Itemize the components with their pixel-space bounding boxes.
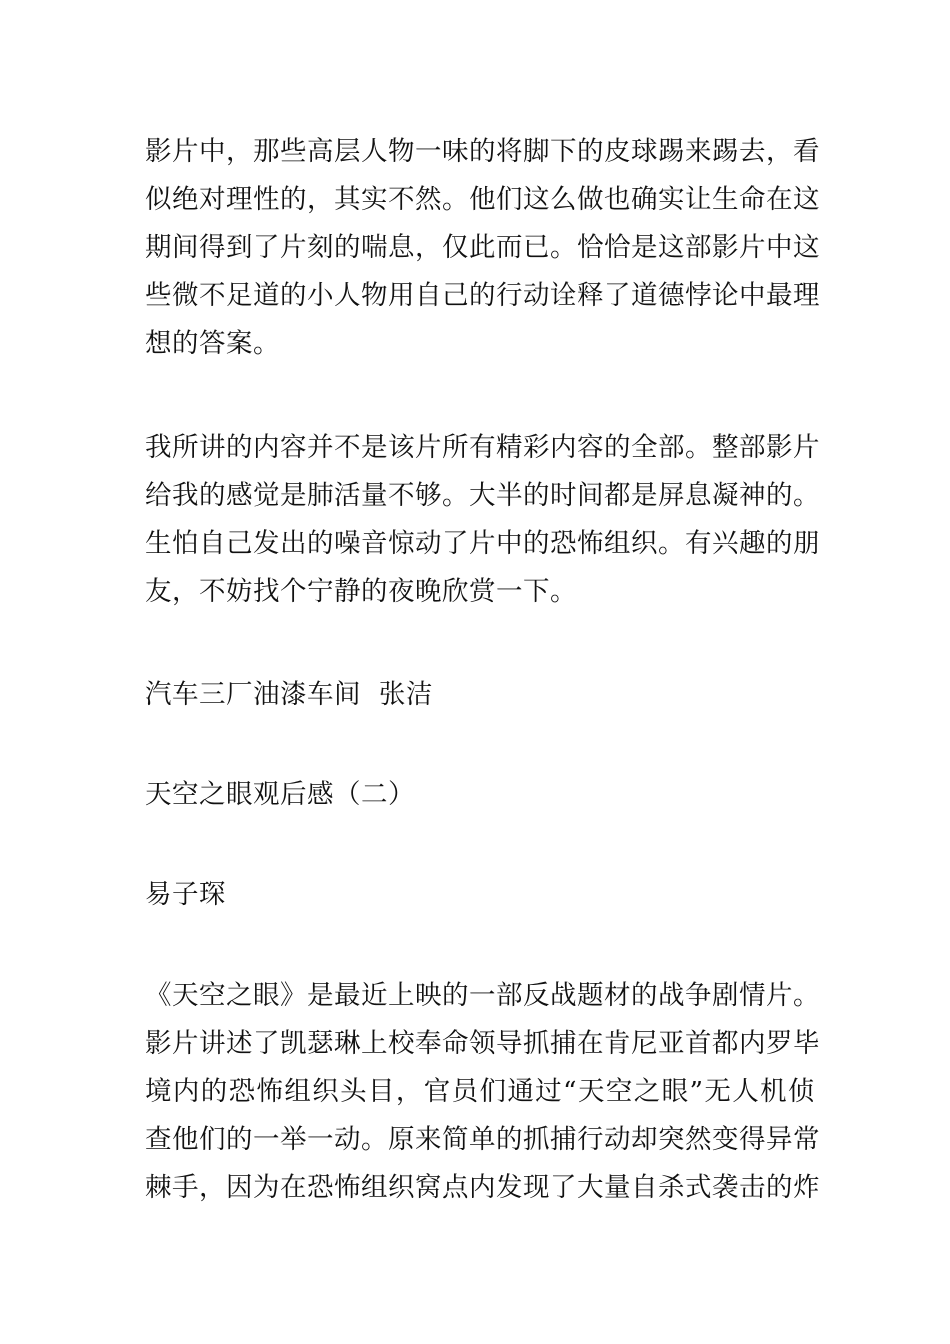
paragraph-1-line-3: 期间得到了片刻的喘息，仅此而已。恰恰是这部影片中这 (145, 232, 820, 263)
paragraph-3-line-5: 棘手，因为在恐怖组织窝点内发现了大量自杀式袭击的炸 (145, 1172, 820, 1203)
paragraph-2-line-1: 我所讲的内容并不是该片所有精彩内容的全部。整部影片 (145, 432, 820, 463)
paragraph-1-line-1: 影片中，那些高层人物一味的将脚下的皮球踢来踢去，看 (145, 136, 820, 167)
paragraph-3-line-1: 《天空之眼》是最近上映的一部反战题材的战争剧情片。 (145, 980, 820, 1011)
paragraph-3-line-2: 影片讲述了凯瑟琳上校奉命领导抓捕在肯尼亚首都内罗毕 (145, 1028, 820, 1059)
article-author: 易子琛 (145, 879, 226, 910)
paragraph-2-line-2: 给我的感觉是肺活量不够。大半的时间都是屏息凝神的。 (145, 480, 820, 511)
paragraph-3-line-3: 境内的恐怖组织头目，官员们通过“天空之眼”无人机侦 (145, 1076, 815, 1107)
paragraph-3-line-4: 查他们的一举一动。原来简单的抓捕行动却突然变得异常 (145, 1124, 820, 1155)
paragraph-2-line-4: 友，不妨找个宁静的夜晚欣赏一下。 (145, 576, 577, 607)
paragraph-1-line-5: 想的答案。 (145, 328, 280, 359)
article-title: 天空之眼观后感（二） (145, 779, 415, 810)
paragraph-2-line-3: 生怕自己发出的噪音惊动了片中的恐怖组织。有兴趣的朋 (145, 528, 820, 559)
signature: 汽车三厂油漆车间 张洁 (145, 679, 433, 710)
paragraph-1-line-2: 似绝对理性的，其实不然。他们这么做也确实让生命在这 (145, 184, 820, 215)
paragraph-1-line-4: 些微不足道的小人物用自己的行动诠释了道德悖论中最理 (145, 280, 820, 311)
